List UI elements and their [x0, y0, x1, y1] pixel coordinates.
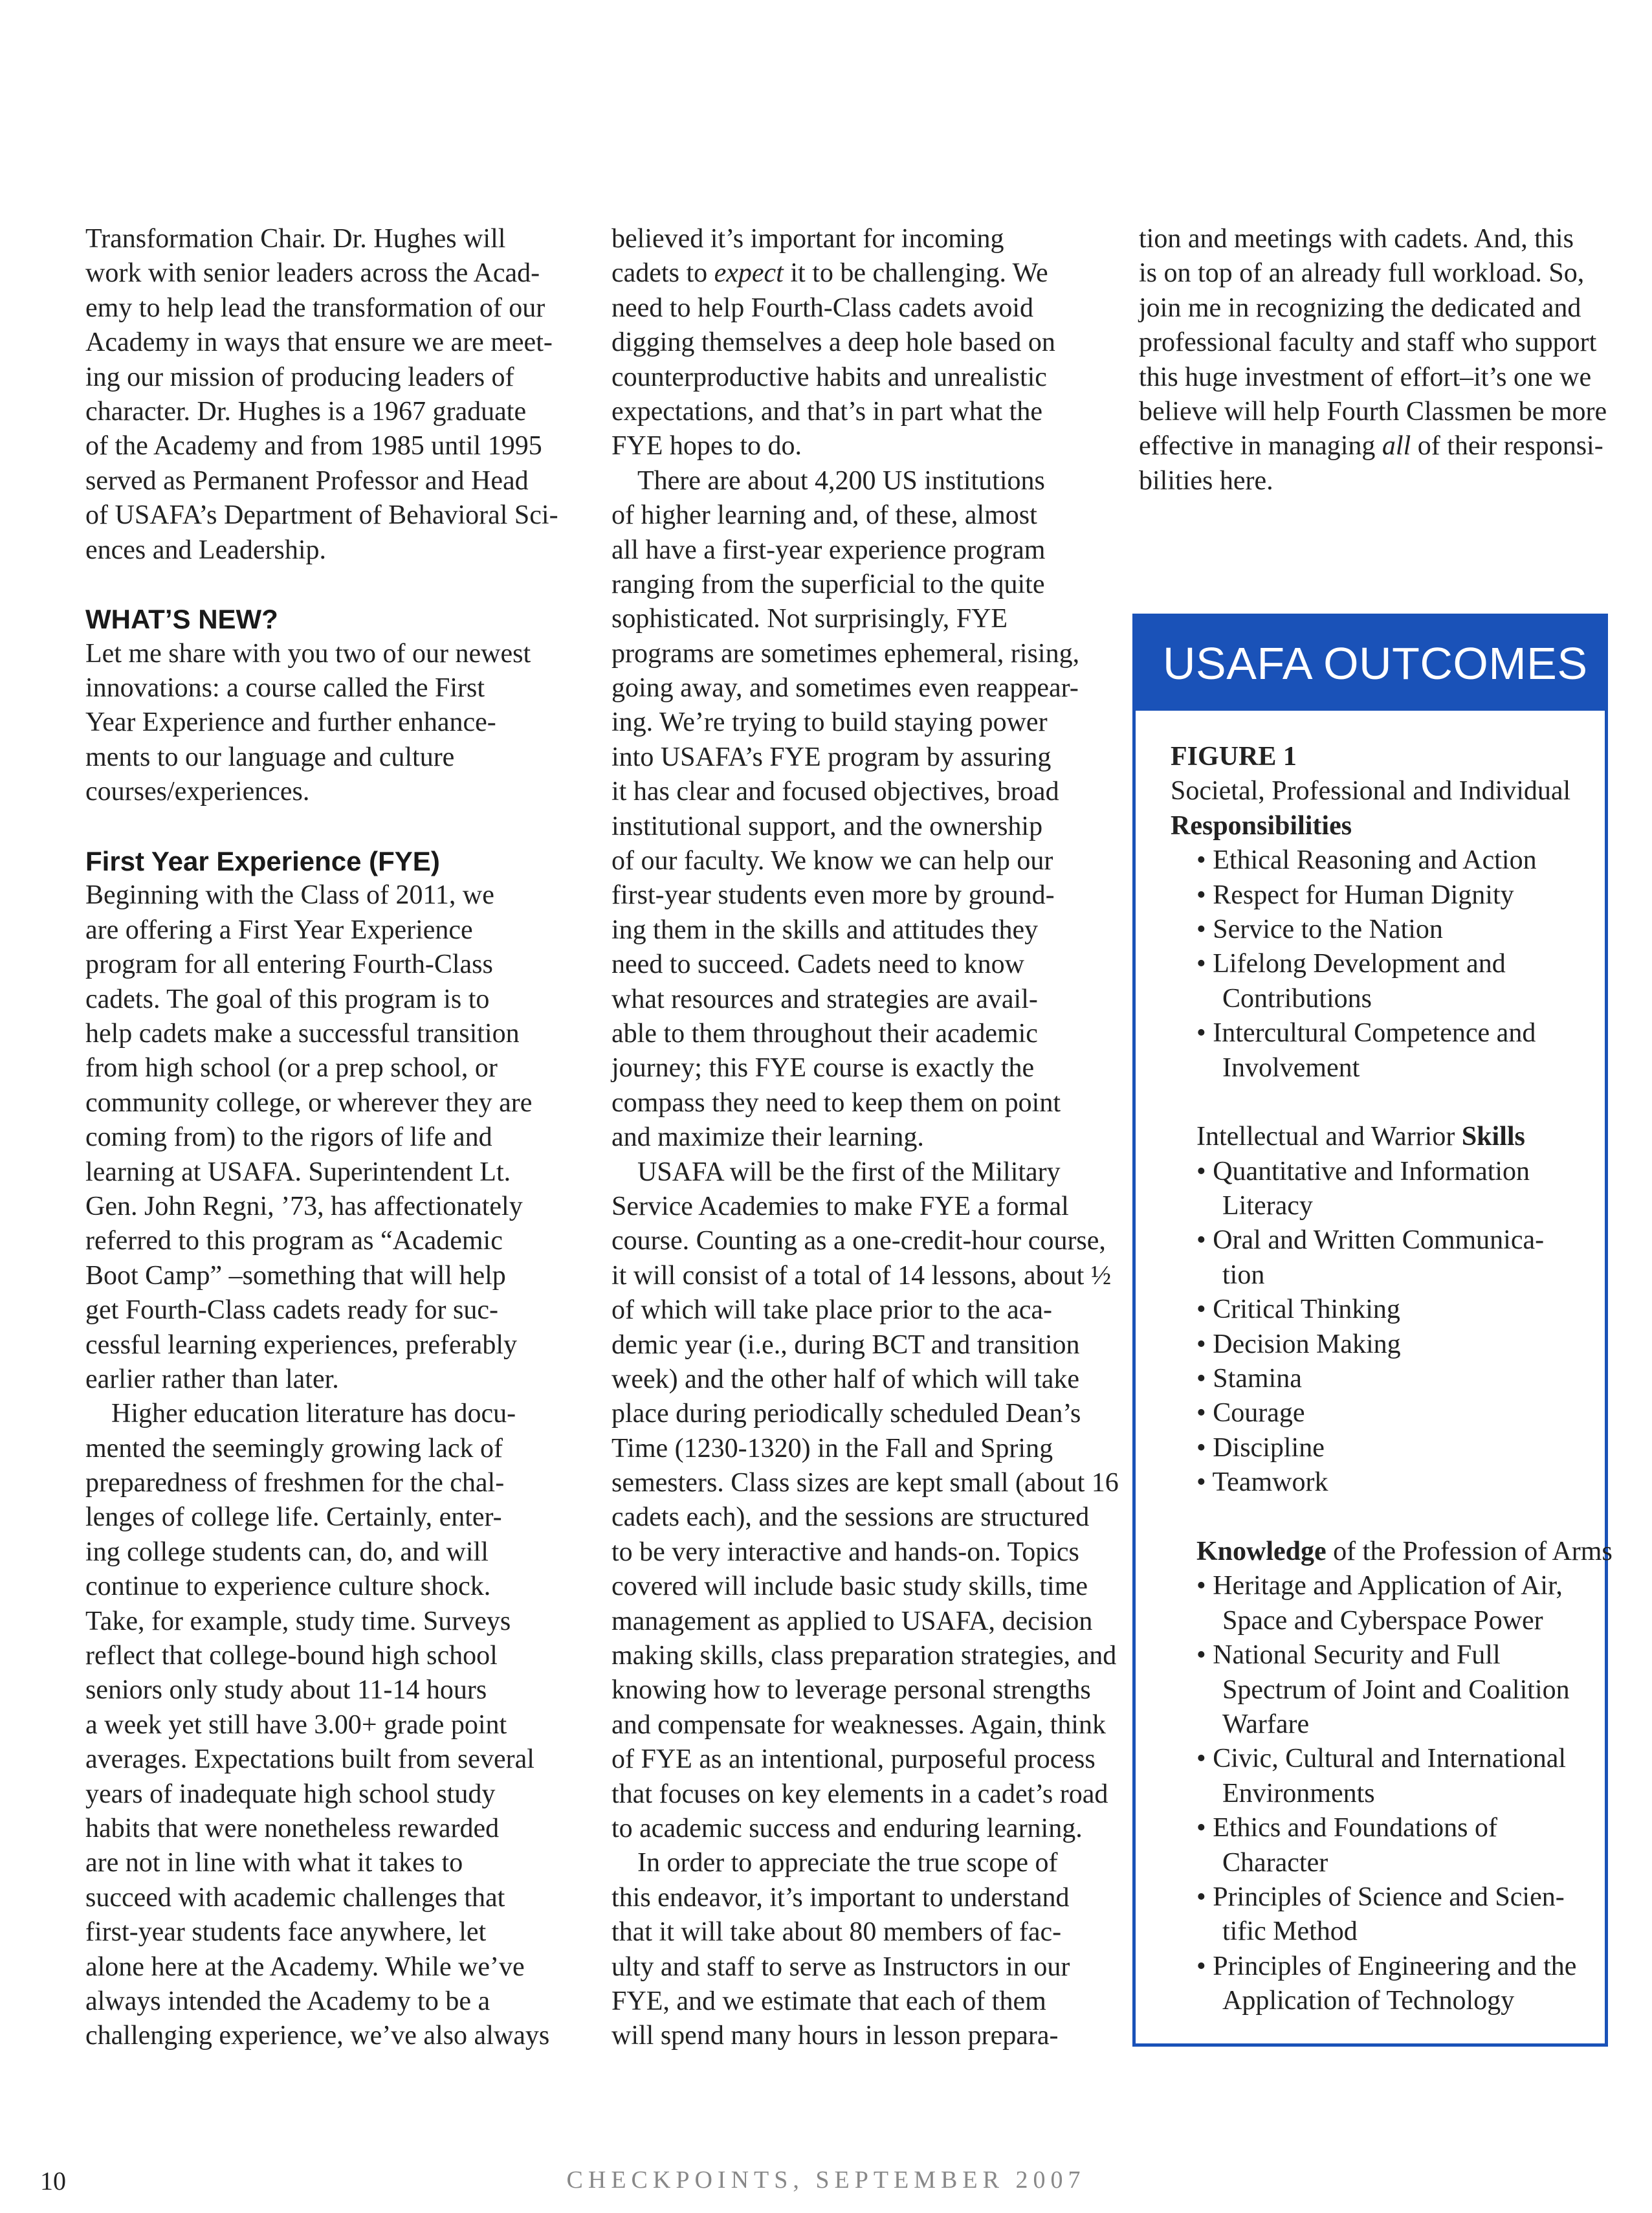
text-line: cadets to expect it to be challenging. We [611, 258, 1048, 289]
text-line: able to them throughout their academic [611, 1018, 1038, 1049]
knowledge-heading: Knowledge of the Profession of Arms [1196, 1536, 1613, 1566]
list-item-text: • Lifelong Development and [1196, 949, 1506, 979]
text-line: character. Dr. Hughes is a 1967 graduate [85, 396, 527, 427]
figure-label: FIGURE 1 [1171, 742, 1297, 772]
text-line: it has clear and focused objectives, broad [611, 777, 1059, 807]
list-item [1171, 1362, 1598, 1396]
text-line: Academy in ways that ensure we are meet- [85, 328, 553, 358]
higher-ed-paragraph [85, 1397, 564, 2053]
text-line: expectations, and that’s in part what the [611, 396, 1042, 427]
list-item-text: • Stamina [1196, 1364, 1302, 1394]
emphasis-all: all [1382, 431, 1411, 462]
text-line: to be very interactive and hands-on. Topics [611, 1537, 1079, 1567]
responsibilities-list [1171, 843, 1598, 1085]
intro-paragraph [85, 222, 564, 568]
text-line: program for all entering Fourth-Class [85, 950, 493, 980]
text-line: FYE, and we estimate that each of them [611, 1986, 1046, 2016]
text-line: are offering a First Year Experience [85, 915, 473, 945]
list-item-text: • Ethics and Foundations of [1196, 1813, 1497, 1843]
text-line: averages. Expectations built from several [85, 1744, 534, 1775]
text-line: preparedness of freshmen for the chal- [85, 1468, 505, 1498]
list-item-continuation: Application of Technology [1222, 1986, 1515, 2016]
text-line: lenges of college life. Certainly, enter- [85, 1502, 502, 1533]
text-line: into USAFA’s FYE program by assuring [611, 742, 1052, 772]
text-line: first-year students even more by ground- [611, 880, 1055, 911]
list-item [1171, 878, 1598, 913]
list-item [1171, 1742, 1598, 1811]
text-line: cadets. The goal of this program is to [85, 984, 490, 1014]
text-line: Time (1230-1320) in the Fall and Spring [611, 1433, 1053, 1463]
text-line: and maximize their learning. [611, 1122, 924, 1153]
text-line: knowing how to leverage personal strengths [611, 1675, 1091, 1706]
text-line: week) and the other half of which will take [611, 1364, 1080, 1394]
text-line: digging themselves a deep hole based on [611, 328, 1055, 358]
list-item-continuation: Space and Cyberspace Power [1222, 1605, 1543, 1636]
text-line: tion and meetings with cadets. And, this [1139, 224, 1574, 254]
text-line: In order to appreciate the true scope of [637, 1848, 1058, 1878]
text-line: always intended the Academy to be a [85, 1986, 490, 2016]
text-line: Take, for example, study time. Surveys [85, 1606, 511, 1636]
list-item [1171, 1293, 1598, 1327]
column-3 [1139, 222, 1618, 498]
list-item-text: • Intercultural Competence and [1196, 1018, 1536, 1049]
skills-heading: Intellectual and Warrior Skills [1196, 1122, 1525, 1152]
list-item-text: • Service to the Nation [1196, 914, 1443, 944]
text-line: served as Permanent Professor and Head [85, 465, 529, 496]
text-line: ing college students can, do, and will [85, 1537, 489, 1567]
list-item-text: • National Security and Full [1196, 1640, 1501, 1671]
usafa-outcomes-box [1132, 614, 1613, 2047]
text-line: is on top of an already full workload. So, [1139, 258, 1585, 289]
whats-new-paragraph [85, 637, 564, 810]
text-line: learning at USAFA. Superintendent Lt. [85, 1157, 511, 1187]
text-line: believed it’s important for incoming [611, 224, 1004, 254]
emphasis-expect: expect [714, 258, 784, 289]
text-line: join me in recognizing the dedicated and [1139, 293, 1581, 323]
list-item-continuation: Spectrum of Joint and Coalition [1222, 1674, 1570, 1705]
text-line: ing. We’re trying to build staying power [611, 707, 1048, 738]
skills-list [1171, 1155, 1598, 1500]
list-item-text: • Principles of Engineering and the [1196, 1951, 1577, 1981]
text-line: ences and Leadership. [85, 535, 326, 565]
text-line: professional faculty and staff who support [1139, 328, 1597, 358]
column-2 [611, 222, 1119, 2054]
text-line: years of inadequate high school study [85, 1779, 496, 1809]
text-line: mented the seemingly growing lack of [85, 1433, 503, 1463]
text-line: to academic success and enduring learning. [611, 1813, 1083, 1843]
text-line: seniors only study about 11-14 hours [85, 1675, 487, 1706]
text-line: ranging from the superficial to the quite [611, 569, 1045, 599]
text-line: management as applied to USAFA, decision [611, 1606, 1093, 1636]
text-line: of our faculty. We know we can help our [611, 846, 1053, 876]
page-number: 10 [40, 2166, 66, 2196]
text-line: There are about 4,200 US institutions [637, 465, 1045, 496]
text-line: earlier rather than later. [85, 1364, 339, 1394]
text-line: a week yet still have 3.00+ grade point [85, 1709, 507, 1740]
text-line: making skills, class preparation strategies, and [611, 1641, 1117, 1671]
text-line: emy to help lead the transformation of our [85, 293, 545, 323]
list-item [1171, 1431, 1598, 1465]
text-line: believe will help Fourth Classmen be more [1139, 396, 1607, 427]
text-line: covered will include basic study skills, time [611, 1572, 1088, 1602]
text-line: course. Counting as a one-credit-hour course, [611, 1226, 1106, 1256]
list-item-text: • Respect for Human Dignity [1196, 880, 1514, 910]
list-item [1171, 843, 1598, 878]
text-line: that focuses on key elements in a cadet’s road [611, 1779, 1108, 1809]
column-1 [85, 222, 564, 2054]
text-line: Gen. John Regni, ’73, has affectionately [85, 1191, 523, 1221]
list-item-continuation: Warfare [1222, 1709, 1310, 1739]
list-item [1171, 1950, 1598, 2019]
text-line: of USAFA’s Department of Behavioral Sci- [85, 500, 558, 531]
text-line: get Fourth-Class cadets ready for suc- [85, 1295, 498, 1326]
list-item [1171, 1880, 1598, 1950]
text-line: Beginning with the Class of 2011, we [85, 880, 494, 911]
list-item [1171, 1638, 1598, 1742]
list-item-text: • Civic, Cultural and International [1196, 1744, 1567, 1774]
list-item-text: • Courage [1196, 1398, 1305, 1429]
text-line: it will consist of a total of 14 lessons, about ½ [611, 1260, 1112, 1291]
outcomes-box-body [1171, 740, 1613, 2018]
list-item-continuation: Involvement [1222, 1052, 1360, 1083]
text-line: coming from) to the rigors of life and [85, 1122, 492, 1153]
text-line: that it will take about 80 members of fac- [611, 1917, 1062, 1948]
list-item-continuation: Contributions [1222, 983, 1372, 1014]
responsibilities-heading: Responsibilities [1171, 810, 1352, 841]
text-line: cadets each), and the sessions are structured [611, 1502, 1090, 1533]
text-line: courses/experiences. [85, 777, 310, 807]
list-item-text: • Ethical Reasoning and Action [1196, 845, 1537, 876]
list-item [1171, 1155, 1598, 1224]
text-line: going away, and sometimes even reappear- [611, 673, 1079, 704]
text-line: innovations: a course called the First [85, 673, 485, 704]
text-line: what resources and strategies are avail- [611, 984, 1038, 1014]
whats-new-heading: WHAT’S NEW? [85, 604, 278, 635]
list-item [1171, 1016, 1598, 1085]
list-item [1171, 1569, 1598, 1638]
text-line: of which will take place prior to the aca- [611, 1295, 1053, 1326]
text-line: community college, or wherever they are [85, 1087, 533, 1118]
usafa-first-paragraph [611, 1155, 1119, 1847]
text-line: succeed with academic challenges that [85, 1882, 505, 1913]
text-line: Service Academies to make FYE a formal [611, 1191, 1069, 1221]
faculty-paragraph [1139, 222, 1618, 429]
list-item-continuation: tion [1222, 1260, 1265, 1290]
text-line: programs are sometimes ephemeral, rising, [611, 638, 1080, 669]
text-line: this endeavor, it’s important to understand [611, 1882, 1070, 1913]
text-line: Year Experience and further enhance- [85, 707, 496, 738]
text-line: work with senior leaders across the Acad- [85, 258, 540, 289]
text-line: cessful learning experiences, preferably [85, 1329, 517, 1360]
text-line: effective in managing all of their responsi- [1139, 431, 1603, 462]
text-line: USAFA will be the first of the Military [637, 1157, 1061, 1187]
text-line: ing them in the skills and attitudes they [611, 915, 1039, 945]
text-line: Let me share with you two of our newest [85, 638, 531, 669]
text-line: bilities here. [1139, 465, 1273, 496]
list-item [1171, 1223, 1598, 1293]
list-item-continuation: tific Method [1222, 1917, 1358, 1947]
responsibilities-intro: Societal, Professional and Individual [1171, 776, 1571, 806]
text-line: sophisticated. Not surprisingly, FYE [611, 604, 1008, 634]
text-line: alone here at the Academy. While we’ve [85, 1952, 525, 1982]
text-line: ulty and staff to serve as Instructors in our [611, 1952, 1070, 1982]
text-line: place during periodically scheduled Dean’s [611, 1399, 1081, 1429]
list-item-text: • Discipline [1196, 1432, 1325, 1463]
list-item-text: • Decision Making [1196, 1329, 1401, 1359]
fye-heading: First Year Experience (FYE) [85, 846, 440, 877]
text-line: of FYE as an intentional, purposeful process [611, 1744, 1096, 1775]
list-item-text: • Oral and Written Communica- [1196, 1225, 1545, 1256]
text-line: from high school (or a prep school, or [85, 1053, 498, 1084]
text-line: institutional support, and the ownership [611, 811, 1043, 841]
list-item-text: • Critical Thinking [1196, 1295, 1400, 1325]
text-line: need to help Fourth-Class cadets avoid [611, 293, 1034, 323]
text-line: challenging experience, we’ve also always [85, 2021, 550, 2051]
list-item [1171, 1396, 1598, 1430]
text-line: Transformation Chair. Dr. Hughes will [85, 224, 506, 254]
institutions-paragraph [611, 464, 1094, 1155]
text-line: demic year (i.e., during BCT and transition [611, 1329, 1080, 1360]
list-item-continuation: Character [1222, 1847, 1328, 1878]
text-line: will spend many hours in lesson prepara- [611, 2021, 1059, 2051]
text-line: Boot Camp” –something that will help [85, 1260, 506, 1291]
text-line: counterproductive habits and unrealistic [611, 362, 1047, 392]
text-line: need to succeed. Cadets need to know [611, 950, 1024, 980]
list-item [1171, 1328, 1598, 1362]
text-line: referred to this program as “Academic [85, 1226, 503, 1256]
list-item-continuation: Environments [1222, 1778, 1375, 1808]
expect-paragraph [611, 291, 1094, 464]
text-line: semesters. Class sizes are kept small (about 16 [611, 1468, 1119, 1498]
knowledge-list [1171, 1569, 1598, 2018]
text-line: ments to our language and culture [85, 742, 455, 772]
list-item-text: • Heritage and Application of Air, [1196, 1571, 1563, 1601]
text-line: FYE hopes to do. [611, 431, 802, 462]
list-item [1171, 1811, 1598, 1880]
text-line: of higher learning and, of these, almost [611, 500, 1037, 531]
text-line: Higher education literature has docu- [111, 1399, 516, 1429]
text-line: of the Academy and from 1985 until 1995 [85, 431, 542, 462]
text-line: this huge investment of effort–it’s one we [1139, 362, 1592, 392]
list-item-text: • Teamwork [1196, 1467, 1328, 1498]
text-line: help cadets make a successful transition [85, 1018, 520, 1049]
text-line: are not in line with what it takes to [85, 1848, 463, 1878]
text-line: ing our mission of producing leaders of [85, 362, 514, 392]
list-item-text: • Principles of Science and Scien- [1196, 1882, 1565, 1912]
list-item [1171, 913, 1598, 947]
outcomes-box-title: USAFA OUTCOMES [1136, 617, 1605, 711]
list-item-continuation: Literacy [1222, 1191, 1313, 1221]
fye-paragraph [85, 878, 564, 1397]
list-item [1171, 947, 1598, 1016]
list-item [1171, 1465, 1598, 1500]
scope-paragraph [611, 1846, 1094, 2053]
text-line: compass they need to keep them on point [611, 1087, 1061, 1118]
text-line: habits that were nonetheless rewarded [85, 1813, 500, 1843]
text-line: and compensate for weaknesses. Again, think [611, 1709, 1106, 1740]
text-line: first-year students face anywhere, let [85, 1917, 487, 1948]
list-item-text: • Quantitative and Information [1196, 1156, 1530, 1186]
text-line: reflect that college-bound high school [85, 1641, 498, 1671]
text-line: all have a first-year experience program [611, 535, 1046, 565]
text-line: continue to experience culture shock. [85, 1572, 491, 1602]
publication-footer: CHECKPOINTS, SEPTEMBER 2007 [566, 2166, 1086, 2194]
text-line: journey; this FYE course is exactly the [611, 1053, 1035, 1084]
